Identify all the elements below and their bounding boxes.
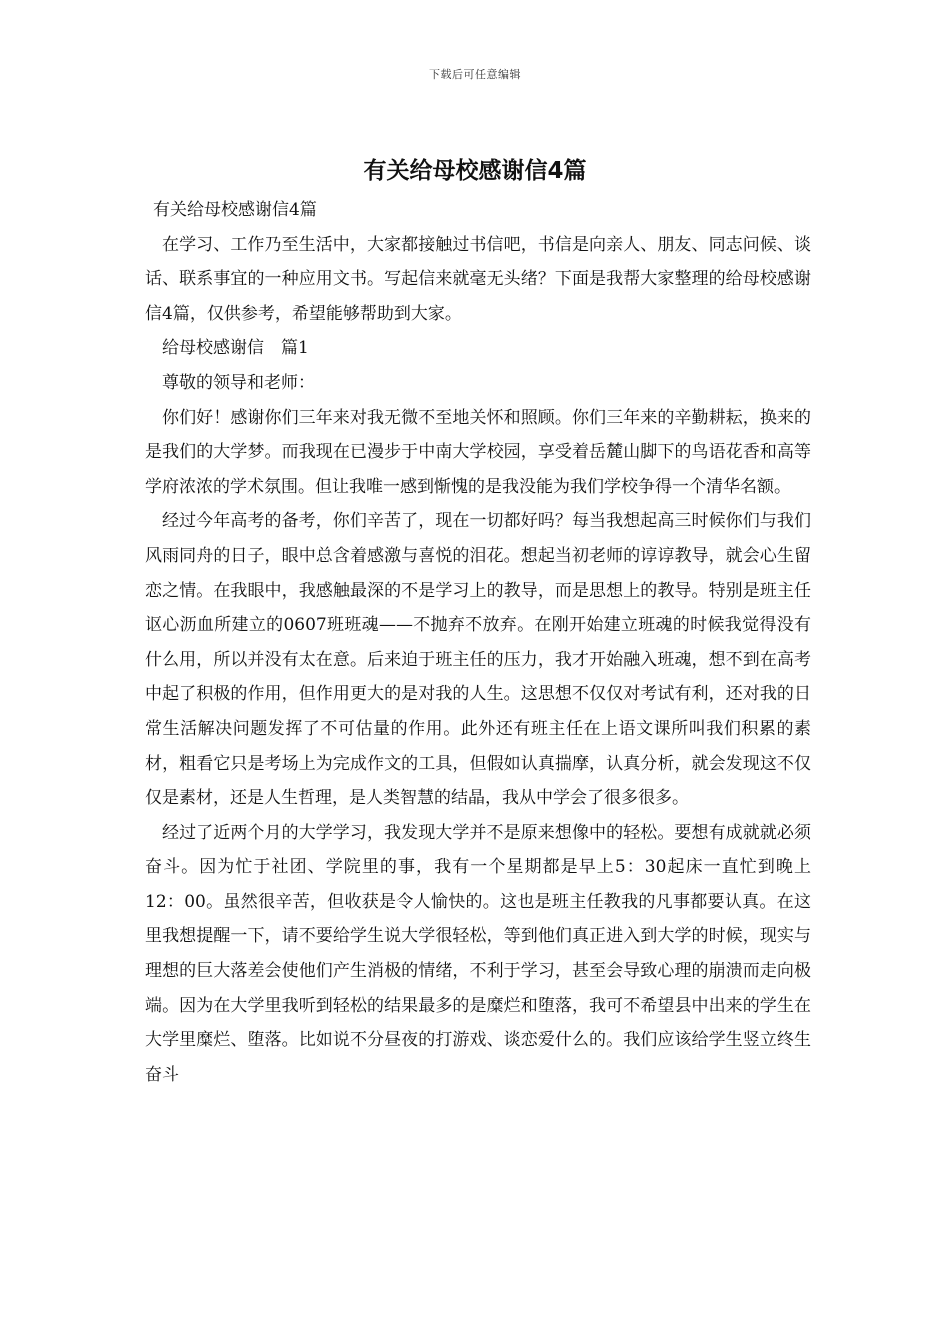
document-title: 有关给母校感谢信4篇 xyxy=(363,158,587,184)
body-paragraph: 经过今年高考的备考，你们辛苦了，现在一切都好吗？每当我想起高三时候你们与我们风雨同舟的日子，眼中总含着感激与喜悦的泪花。想起当初老师的谆谆教导，就会心生留恋之情。在我眼中，我感触最深的不是学习上的教导，而是思想上的教导。特别是班主任讴心沥血所建立的0607班班魂——不抛弃不放弃。在刚开始建立班魂的时候我觉得没有什么用，所以并没有太在意。后来迫于班主任的压力，我才开始融入班魂，想不到在高考中起了积极的作用，但作用更大的是对我的人生。这思想不仅仅对考试有利，还对我的日常生活解决问题发挥了不可估量的作用。此外还有班主任在上语文课所叫我们积累的素材，粗看它只是考场上为完成作文的工具，但假如认真揣摩，认真分析，就会发现这不仅仅是素材，还是人生哲理，是人类智慧的结晶，我从中学会了很多很多。 xyxy=(145,511,811,809)
intro-paragraph: 在学习、工作乃至生活中，大家都接触过书信吧，书信是向亲人、朋友、同志问候、谈话、联系事宜的一种应用文书。写起信来就毫无头绪？下面是我帮大家整理的给母校感谢信4篇，仅供参考，希望能够帮助到大家。 xyxy=(145,234,811,324)
body-paragraph: 经过了近两个月的大学学习，我发现大学并不是原来想像中的轻松。要想有成就就必须奋斗。因为忙于社团、学院里的事，我有一个星期都是早上5：30起床一直忙到晚上12：00。虽然很辛苦，但收获是令人愉快的。这也是班主任教我的凡事都要认真。在这里我想提醒一下，请不要给学生说大学很轻松，等到他们真正进入到大学的时候，现实与理想的巨大落差会使他们产生消极的情绪，不利于学习，甚至会导致心理的崩溃而走向极端。因为在大学里我听到轻松的结果最多的是糜烂和堕落，我可不希望县中出来的学生在大学里糜烂、堕落。比如说不分昼夜的打游戏、谈恋爱什么的。我们应该给学生竖立终生奋斗 xyxy=(145,822,811,1085)
document-subtitle: 有关给母校感谢信4篇 xyxy=(153,200,317,220)
section-heading: 给母校感谢信 篇1 xyxy=(162,338,309,359)
salutation: 尊敬的领导和老师： xyxy=(162,372,315,393)
document-body xyxy=(145,193,811,1092)
header-note: 下载后可任意编辑 xyxy=(429,68,521,81)
body-paragraph: 你们好！感谢你们三年来对我无微不至地关怀和照顾。你们三年来的辛勤耕耘，换来的是我们的大学梦。而我现在已漫步于中南大学校园，享受着岳麓山脚下的鸟语花香和高等学府浓浓的学术氛围。但让我唯一感到惭愧的是我没能为我们学校争得一个清华名额。 xyxy=(145,407,811,497)
